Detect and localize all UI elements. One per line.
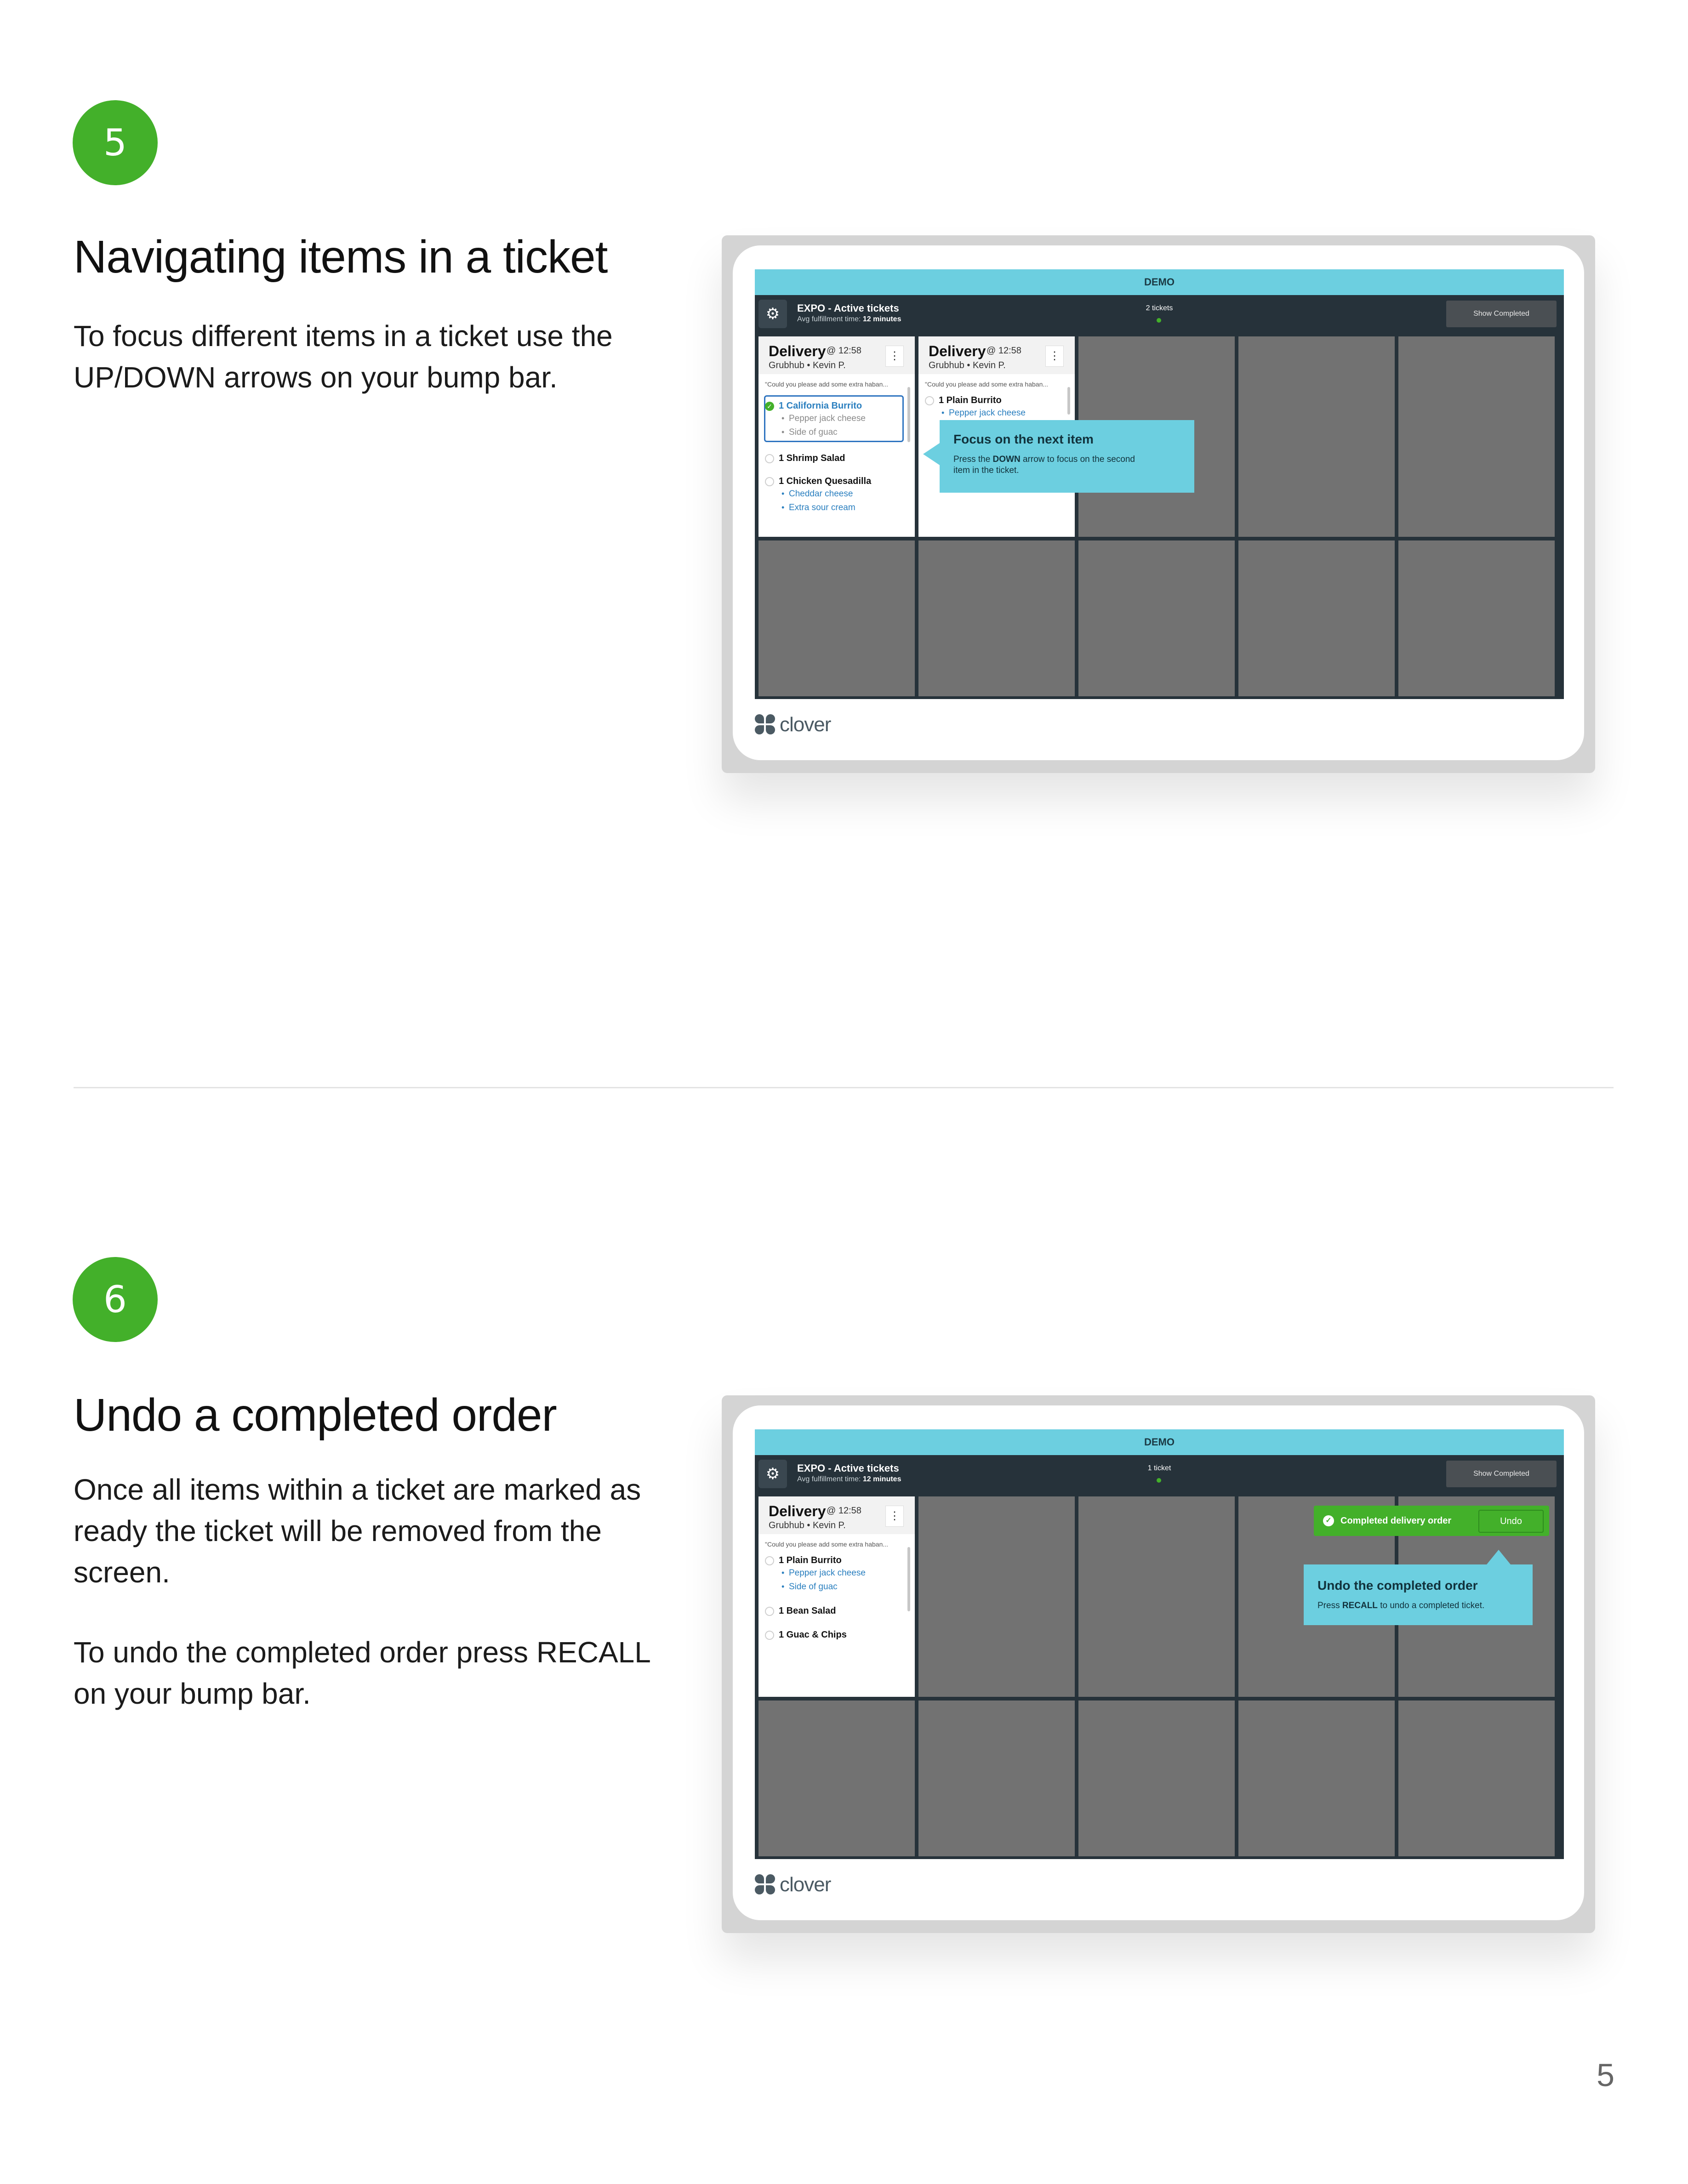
brand-name: clover xyxy=(780,1873,831,1896)
avg-time-label: Avg fulfillment time: xyxy=(797,315,861,323)
clover-logo xyxy=(755,713,831,736)
tooltip-title: Focus on the next item xyxy=(953,432,1094,446)
empty-ticket-slot xyxy=(1398,1701,1555,1856)
tooltip-text: item in the ticket. xyxy=(953,466,1019,475)
step-number-badge xyxy=(73,100,158,185)
tooltip-text: arrow to focus on the second xyxy=(1020,455,1135,464)
header-subtitle xyxy=(797,1475,901,1484)
step-title: Undo a completed order xyxy=(74,1389,557,1441)
empty-ticket-slot xyxy=(1238,540,1395,696)
clover-logo-icon xyxy=(755,714,776,735)
ticket-note: "Could you please add some extra haban... xyxy=(925,381,1049,388)
empty-ticket-slot xyxy=(758,540,915,696)
tooltip-arrow xyxy=(923,443,940,465)
ticket-note: "Could you please add some extra haban... xyxy=(765,381,889,388)
tooltip-text: to undo a completed ticket. xyxy=(1377,1601,1485,1610)
kebab-menu-icon[interactable]: ⋮ xyxy=(885,346,904,367)
item-modifier: Extra sour cream xyxy=(789,503,855,512)
tooltip-key: RECALL xyxy=(1342,1601,1378,1610)
tooltip-text: Press the xyxy=(953,455,993,464)
item-status-radio[interactable] xyxy=(765,454,774,463)
bullet: • xyxy=(941,408,945,417)
item-status-radio[interactable] xyxy=(925,396,934,405)
empty-ticket-slot xyxy=(918,1701,1075,1856)
ticket-type: Delivery xyxy=(769,343,826,359)
empty-ticket-slot xyxy=(1238,336,1395,537)
ticket-time: @ 12:58 xyxy=(987,346,1021,356)
ticket-source: Grubhub • Kevin P. xyxy=(929,360,1006,370)
empty-ticket-slot xyxy=(918,1496,1075,1697)
bullet: • xyxy=(781,1568,785,1577)
ticket-scrollbar[interactable] xyxy=(907,387,910,442)
ticket-item[interactable]: 1 Chicken Quesadilla xyxy=(779,476,872,486)
kds-screen xyxy=(755,1429,1564,1859)
clover-logo-icon xyxy=(755,1874,776,1895)
gear-icon[interactable]: ⚙ xyxy=(758,1460,787,1488)
ticket-count: 1 ticket xyxy=(1147,1464,1171,1472)
item-status-radio[interactable] xyxy=(765,1556,774,1565)
undo-button[interactable]: Undo xyxy=(1478,1510,1544,1533)
ticket-scrollbar[interactable] xyxy=(1067,387,1070,415)
ticket-item[interactable]: 1 Guac & Chips xyxy=(779,1630,847,1640)
device-bezel xyxy=(733,245,1584,760)
gear-icon[interactable]: ⚙ xyxy=(758,300,787,328)
demo-banner: DEMO xyxy=(755,269,1564,295)
avg-time-value: 12 minutes xyxy=(862,315,901,323)
item-status-radio[interactable] xyxy=(765,477,774,486)
header-title: EXPO - Active tickets xyxy=(797,302,899,314)
empty-ticket-slot xyxy=(1398,540,1555,696)
ticket-item[interactable]: 1 Plain Burrito xyxy=(779,1555,842,1565)
avg-time-label: Avg fulfillment time: xyxy=(797,1475,861,1483)
tooltip-title: Undo the completed order xyxy=(1317,1578,1478,1592)
tooltip-key: DOWN xyxy=(992,455,1021,464)
section-divider xyxy=(74,1087,1614,1088)
status-dot xyxy=(1157,318,1161,323)
screen-header xyxy=(755,1455,1564,1494)
show-completed-button[interactable]: Show Completed xyxy=(1446,301,1557,327)
ticket-time: @ 12:58 xyxy=(827,346,861,356)
tooltip-description xyxy=(1317,1600,1484,1611)
ticket-item[interactable]: 1 Plain Burrito xyxy=(939,395,1002,405)
ticket-scrollbar[interactable] xyxy=(907,1547,910,1611)
ticket-grid xyxy=(758,336,1561,696)
ticket-item[interactable]: 1 California Burrito xyxy=(779,401,862,411)
check-icon: ✓ xyxy=(1323,1515,1334,1526)
item-modifier: Pepper jack cheese xyxy=(789,414,866,423)
step-description xyxy=(74,1469,662,1753)
step-title: Navigating items in a ticket xyxy=(74,231,608,283)
item-status-radio[interactable] xyxy=(765,1607,774,1616)
bullet: • xyxy=(781,489,785,498)
status-dot xyxy=(1157,1478,1161,1483)
tooltip-text: Press xyxy=(1317,1601,1342,1610)
ticket-type: Delivery xyxy=(929,343,986,359)
item-modifier: Pepper jack cheese xyxy=(789,1568,866,1578)
tooltip xyxy=(940,420,1194,493)
ticket-card[interactable] xyxy=(758,336,915,537)
step-number: 5 xyxy=(103,121,127,164)
ticket-card[interactable] xyxy=(758,1496,915,1697)
avg-time-value: 12 minutes xyxy=(862,1475,901,1483)
item-modifier: Side of guac xyxy=(789,1582,838,1592)
empty-ticket-slot xyxy=(1238,1701,1395,1856)
ticket-header xyxy=(758,1496,915,1534)
brand-name: clover xyxy=(780,713,831,736)
completed-order-toast xyxy=(1314,1506,1549,1536)
ticket-item[interactable]: 1 Shrimp Salad xyxy=(779,453,845,463)
kds-device-frame xyxy=(722,1395,1595,1933)
step-description xyxy=(74,315,662,437)
demo-banner: DEMO xyxy=(755,1429,1564,1455)
empty-ticket-slot xyxy=(1078,540,1235,696)
step-paragraph: To focus different items in a ticket use the UP/DOWN arrows on your bump bar. xyxy=(74,319,613,394)
empty-ticket-slot xyxy=(1078,1701,1235,1856)
step-number: 6 xyxy=(103,1278,127,1321)
item-modifier: Pepper jack cheese xyxy=(949,408,1026,418)
ticket-item[interactable]: 1 Bean Salad xyxy=(779,1606,836,1616)
kebab-menu-icon[interactable]: ⋮ xyxy=(1045,346,1064,367)
empty-ticket-slot xyxy=(758,1701,915,1856)
item-modifier: Side of guac xyxy=(789,427,838,437)
step-paragraph: To undo the completed order press RECALL on your bump bar. xyxy=(74,1636,650,1710)
bullet: • xyxy=(781,414,785,423)
bullet: • xyxy=(781,427,785,437)
check-icon[interactable]: ✓ xyxy=(765,402,774,411)
kds-screen xyxy=(755,269,1564,699)
step-number-badge xyxy=(73,1257,158,1342)
ticket-source: Grubhub • Kevin P. xyxy=(769,1520,846,1530)
screen-header xyxy=(755,295,1564,334)
ticket-grid xyxy=(758,1496,1561,1856)
ticket-note: "Could you please add some extra haban... xyxy=(765,1541,889,1548)
tooltip-description xyxy=(953,454,1135,476)
bullet: • xyxy=(781,1582,785,1591)
device-bezel xyxy=(733,1405,1584,1920)
tooltip xyxy=(1304,1564,1533,1625)
ticket-header xyxy=(758,336,915,374)
show-completed-button[interactable]: Show Completed xyxy=(1446,1461,1557,1487)
empty-ticket-slot xyxy=(918,540,1075,696)
kebab-menu-icon[interactable]: ⋮ xyxy=(885,1506,904,1527)
ticket-time: @ 12:58 xyxy=(827,1506,861,1516)
ticket-type: Delivery xyxy=(769,1503,826,1519)
item-status-radio[interactable] xyxy=(765,1631,774,1640)
page-number: 5 xyxy=(1597,2057,1614,2093)
step-paragraph: Once all items within a ticket are marked as ready the ticket will be removed from the screen. xyxy=(74,1473,641,1589)
tooltip-arrow xyxy=(1487,1550,1511,1564)
ticket-source: Grubhub • Kevin P. xyxy=(769,360,846,370)
ticket-count: 2 tickets xyxy=(1146,304,1173,312)
empty-ticket-slot xyxy=(1078,1496,1235,1697)
ticket-header xyxy=(918,336,1075,374)
toast-message: Completed delivery order xyxy=(1340,1516,1452,1526)
kds-device-frame xyxy=(722,235,1595,773)
bullet: • xyxy=(781,503,785,512)
header-subtitle xyxy=(797,315,901,324)
item-modifier: Cheddar cheese xyxy=(789,489,853,499)
empty-ticket-slot xyxy=(1398,336,1555,537)
clover-logo xyxy=(755,1873,831,1896)
header-title: EXPO - Active tickets xyxy=(797,1462,899,1474)
